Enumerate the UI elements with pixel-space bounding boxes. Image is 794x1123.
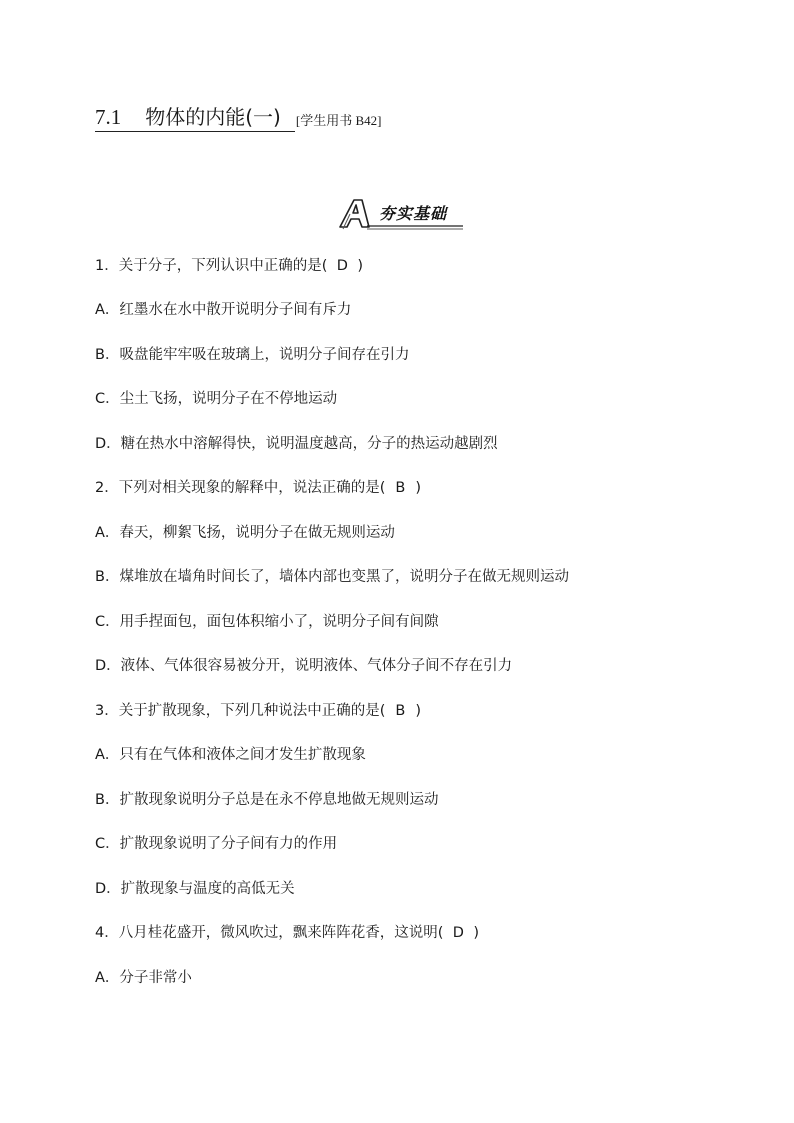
answer-4: D — [452, 925, 464, 941]
q1-option-a: A．红墨水在水中散开说明分子间有斥力 — [95, 302, 352, 318]
q3-option-a: A．只有在气体和液体之间才发生扩散现象 — [95, 747, 366, 763]
q2-option-c: C．用手捏面包，面包体积缩小了，说明分子间有间隙 — [95, 614, 439, 630]
answer-2: B — [395, 480, 406, 496]
book-reference: [学生用书 B42] — [295, 113, 382, 128]
answer-1: D — [336, 258, 348, 274]
q2-option-d: D．液体、气体很容易被分开，说明液体、气体分子间不存在引力 — [95, 658, 513, 674]
section-badge — [337, 196, 465, 232]
q3-option-d: D．扩散现象与温度的高低无关 — [95, 881, 295, 897]
q3-option-c: C．扩散现象说明了分子间有力的作用 — [95, 836, 338, 852]
question-3-stem: 3．关于扩散现象，下列几种说法中正确的是( B ) — [95, 703, 422, 719]
title-underline-gap — [281, 102, 295, 132]
badge-letter: A — [337, 196, 338, 197]
question-1-stem: 1．关于分子，下列认识中正确的是( D ) — [95, 258, 364, 274]
q4-option-a: A．分子非常小 — [95, 970, 192, 986]
q2-option-a: A．春天，柳絮飞扬，说明分子在做无规则运动 — [95, 525, 395, 541]
q2-option-b: B．煤堆放在墙角时间长了，墙体内部也变黑了，说明分子在做无规则运动 — [95, 569, 569, 585]
answer-3: B — [395, 703, 406, 719]
section-title: 物体的内能(一) — [145, 101, 281, 132]
q3-option-b: B．扩散现象说明分子总是在永不停息地做无规则运动 — [95, 792, 439, 808]
section-number: 7.1 — [95, 105, 145, 132]
section-heading — [95, 102, 381, 132]
q1-option-d: D．糖在热水中溶解得快，说明温度越高，分子的热运动越剧烈 — [95, 436, 498, 452]
question-2-stem: 2．下列对相关现象的解释中，说法正确的是( B ) — [95, 480, 422, 496]
q1-option-c: C．尘土飞扬，说明分子在不停地运动 — [95, 391, 338, 407]
question-4-stem: 4．八月桂花盛开，微风吹过，飘来阵阵花香，这说明( D ) — [95, 925, 480, 941]
q1-option-b: B．吸盘能牢牢吸在玻璃上，说明分子间存在引力 — [95, 347, 410, 363]
badge-label: 夯实基础 — [379, 204, 448, 223]
